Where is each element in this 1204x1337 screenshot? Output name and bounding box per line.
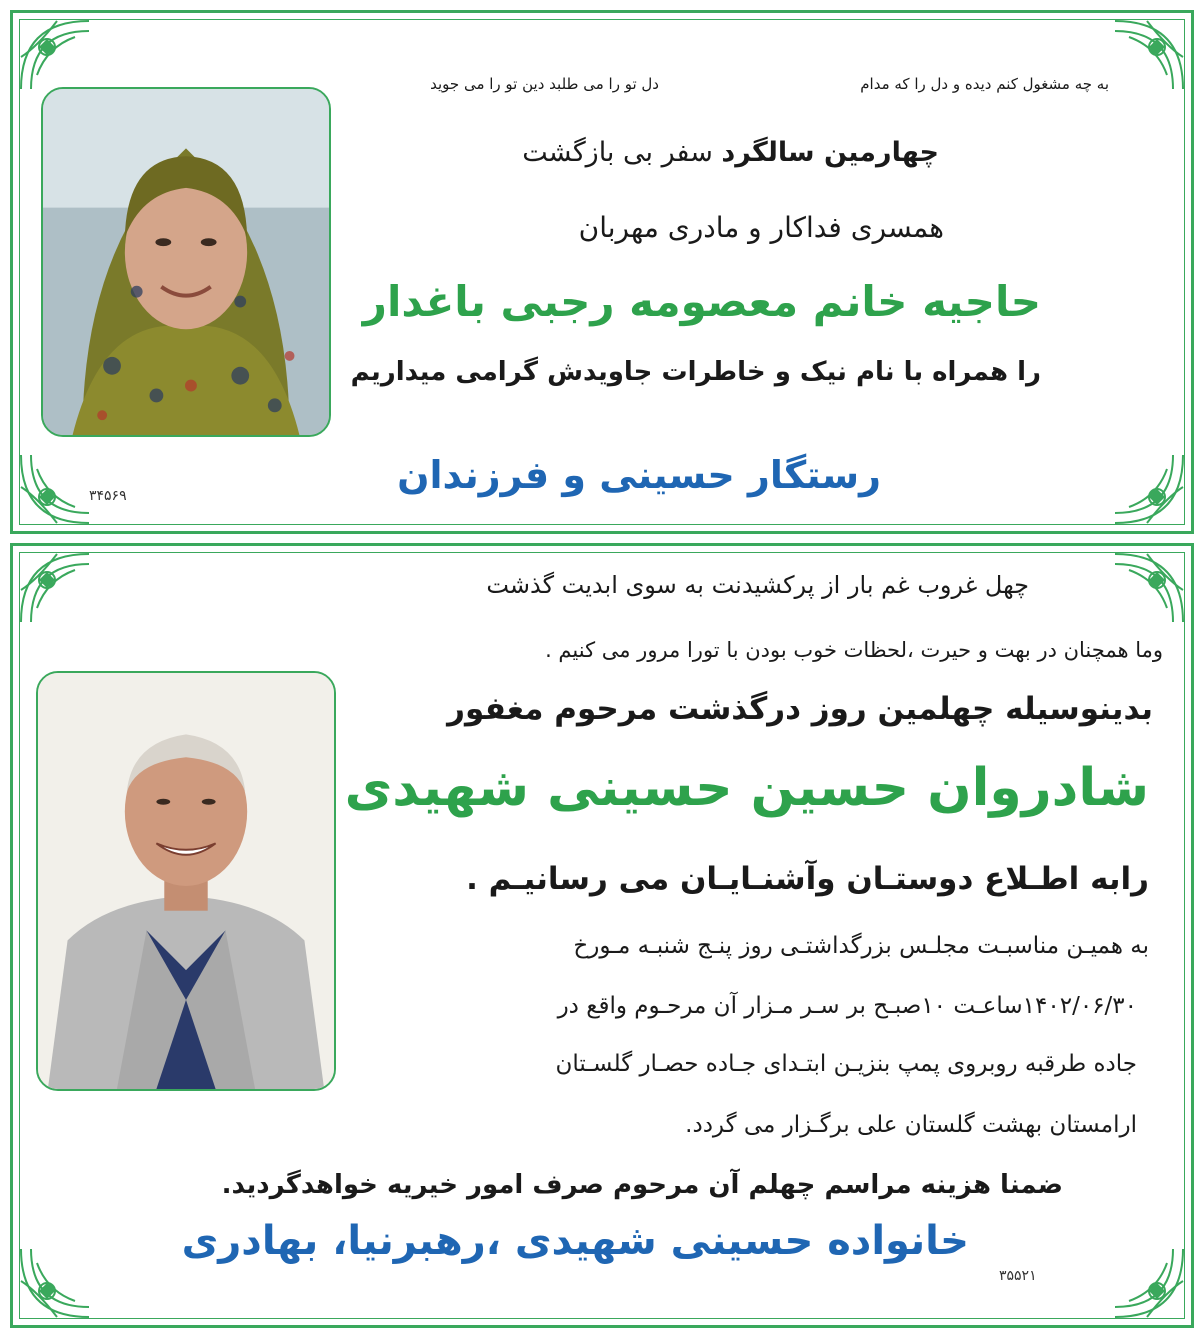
- verse-left: دل تو را می طلبد دین تو را می جوید: [430, 75, 659, 93]
- corner-ornament-icon: [17, 550, 93, 626]
- announcement-line: بدینوسیله چهلمین روز درگذشت مرحوم مغفور: [447, 691, 1153, 727]
- corner-ornament-icon: [1111, 550, 1187, 626]
- corner-ornament-icon: [17, 1245, 93, 1321]
- ad-code: ۳۵۵۲۱: [999, 1268, 1037, 1284]
- ceremony-line-1: به همیـن مناسبـت مجلـس بزرگداشتـی روز پنـج شنبـه مـورخ: [573, 933, 1149, 959]
- ceremony-line-4: ارامستان بهشت گلستان علی برگـزار می گردد.: [685, 1112, 1137, 1138]
- ceremony-line-2: ۱۴۰۲/۰۶/۳۰ساعـت ۱۰صبـح بر سـر مـزار آن مرحـوم واقع در: [557, 993, 1137, 1019]
- ceremony-line-3: جاده طرقبه روبروی پمپ بنزیـن ابتـدای جـاده حصـار گلسـتان: [555, 1051, 1137, 1077]
- corner-ornament-icon: [1111, 1245, 1187, 1321]
- portrait-photo: [36, 671, 336, 1091]
- memorial-notice-1: [10, 10, 1194, 534]
- anniversary-bold: چهارمین سالگرد: [721, 137, 939, 168]
- inform-line: رابه اطـلاع دوستـان وآشنـایـان می رسانیـم .: [466, 861, 1149, 897]
- ad-code: ۳۴۵۶۹: [89, 488, 127, 504]
- remembrance-line: را همراه با نام نیک و خاطرات جاویدش گرامی میداریم: [350, 357, 1041, 387]
- family-signature: رستگار حسینی و فرزندان: [397, 453, 881, 497]
- anniversary-line: [522, 137, 939, 168]
- deceased-name: حاجیه خانم معصومه رجبی باغدار: [362, 277, 1041, 326]
- memorial-notice-2: [10, 543, 1194, 1328]
- corner-ornament-icon: [17, 451, 93, 527]
- anniversary-rest: سفر بی بازگشت: [522, 137, 722, 168]
- corner-ornament-icon: [1111, 17, 1187, 93]
- family-signature: خانواده حسینی شهیدی ،رهبرنیا، بهادری: [181, 1218, 969, 1264]
- charity-line: ضمنا هزینه مراسم چهلم آن مرحوم صرف امور خیریه خواهدگردید.: [221, 1170, 1063, 1200]
- corner-ornament-icon: [17, 17, 93, 93]
- verse-line-1: چهل غروب غم بار از پرکشیدنت به سوی ابدیت گذشت: [486, 571, 1029, 599]
- relation-line: همسری فداکار و مادری مهربان: [578, 211, 944, 244]
- corner-ornament-icon: [1111, 451, 1187, 527]
- verse-right: به چه مشغول کنم دیده و دل را که مدام: [860, 75, 1109, 93]
- verse-line-2: وما همچنان در بهت و حیرت ،لحظات خوب بودن با تورا مرور می کنیم .: [545, 638, 1163, 662]
- portrait-photo: [41, 87, 331, 437]
- deceased-name: شادروان حسین حسینی شهیدی: [344, 758, 1149, 818]
